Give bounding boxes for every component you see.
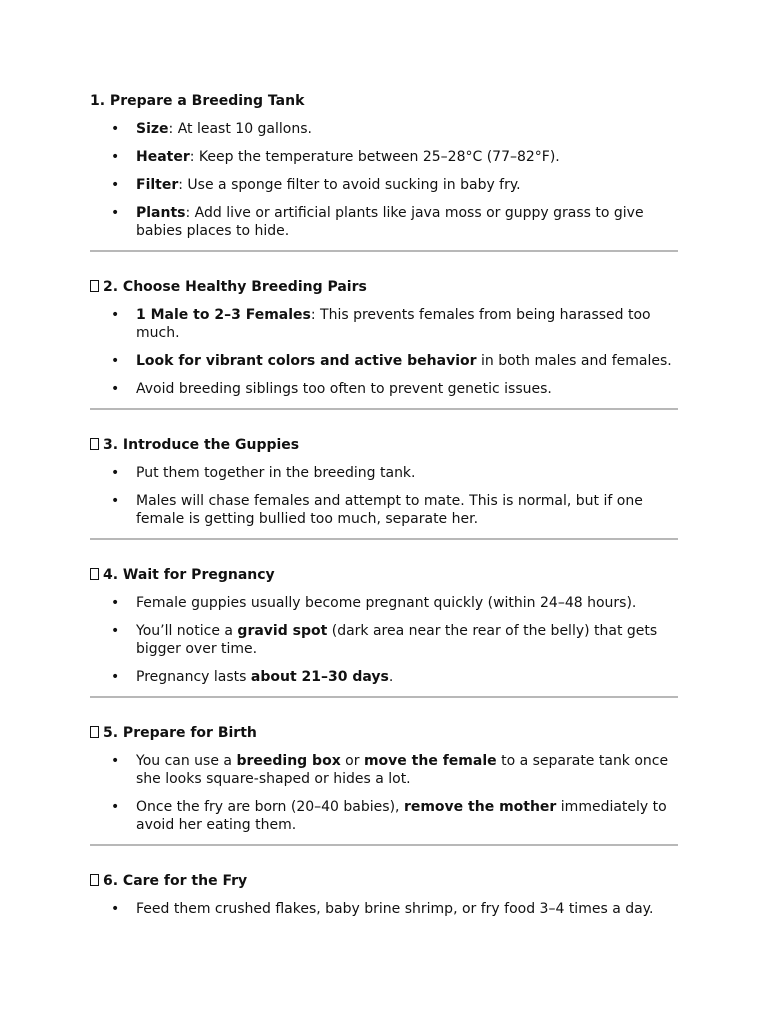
section-heading bbox=[90, 92, 678, 110]
text: : Keep the temperature between 25–28°C (77–82°F). bbox=[189, 149, 560, 165]
bold-text: move the female bbox=[363, 753, 497, 769]
text: : At least 10 gallons. bbox=[168, 121, 312, 137]
bullet-list bbox=[90, 120, 678, 240]
list-item bbox=[90, 204, 678, 240]
section-heading bbox=[90, 872, 678, 890]
text: Males will chase females and attempt to mate. This is normal, but if one female is getting bullied too much, separate her. bbox=[136, 493, 643, 527]
section-1 bbox=[90, 92, 678, 240]
bold-text: gravid spot bbox=[237, 623, 328, 639]
list-item bbox=[90, 668, 678, 686]
section-divider bbox=[90, 538, 678, 540]
text: Put them together in the breeding tank. bbox=[136, 465, 416, 481]
text: (dark area near the rear of the belly) that gets bigger over time. bbox=[136, 623, 658, 657]
bullet-list bbox=[90, 900, 678, 918]
section-divider bbox=[90, 696, 678, 698]
bold-text: Heater bbox=[136, 149, 190, 165]
section-heading bbox=[90, 566, 678, 584]
section-heading-text: 1. Prepare a Breeding Tank bbox=[90, 93, 305, 109]
section-heading-text: 2. Choose Healthy Breeding Pairs bbox=[103, 279, 367, 295]
section-heading-text: 4. Wait for Pregnancy bbox=[103, 567, 275, 583]
missing-glyph-icon bbox=[90, 568, 99, 580]
section-heading bbox=[90, 278, 678, 296]
bullet-icon: • bbox=[111, 205, 120, 221]
section-heading bbox=[90, 436, 678, 454]
list-item bbox=[90, 492, 678, 528]
bold-text: remove the mother bbox=[403, 799, 557, 815]
bold-text: Look for vibrant colors and active behavior bbox=[136, 353, 477, 369]
list-item bbox=[90, 752, 678, 788]
bullet-list bbox=[90, 464, 678, 528]
section-divider bbox=[90, 250, 678, 252]
list-item bbox=[90, 900, 678, 918]
bullet-icon: • bbox=[111, 799, 120, 815]
section-5 bbox=[90, 724, 678, 834]
text: or bbox=[340, 753, 364, 769]
text: You’ll notice a bbox=[136, 623, 238, 639]
list-item bbox=[90, 306, 678, 342]
text: . bbox=[388, 669, 394, 685]
bullet-icon: • bbox=[111, 465, 120, 481]
bullet-icon: • bbox=[111, 149, 120, 165]
section-heading bbox=[90, 724, 678, 742]
bold-text: 1 Male to 2–3 Females bbox=[136, 307, 311, 323]
text: : This prevents females from being harassed too much. bbox=[136, 307, 651, 341]
bullet-icon: • bbox=[111, 595, 120, 611]
bullet-icon: • bbox=[111, 121, 120, 137]
bullet-icon: • bbox=[111, 753, 120, 769]
text: Avoid breeding siblings too often to prevent genetic issues. bbox=[136, 381, 552, 397]
list-item bbox=[90, 148, 678, 166]
missing-glyph-icon bbox=[90, 438, 99, 450]
text: : Use a sponge filter to avoid sucking in baby fry. bbox=[178, 177, 521, 193]
section-2 bbox=[90, 278, 678, 398]
text: You can use a bbox=[136, 753, 237, 769]
bold-text: about 21–30 days bbox=[250, 669, 389, 685]
section-divider bbox=[90, 408, 678, 410]
list-item bbox=[90, 798, 678, 834]
text: Feed them crushed flakes, baby brine shrimp, or fry food 3–4 times a day. bbox=[136, 901, 654, 917]
bullet-icon: • bbox=[111, 353, 120, 369]
bullet-icon: • bbox=[111, 669, 120, 685]
text: to a separate tank once she looks square-shaped or hides a lot. bbox=[136, 753, 669, 787]
list-item bbox=[90, 622, 678, 658]
section-divider bbox=[90, 844, 678, 846]
bullet-list bbox=[90, 752, 678, 834]
bullet-icon: • bbox=[111, 177, 120, 193]
bullet-icon: • bbox=[111, 493, 120, 509]
document-body bbox=[90, 92, 678, 918]
text: in both males and females. bbox=[476, 353, 672, 369]
section-heading-text: 5. Prepare for Birth bbox=[103, 725, 257, 741]
text: : Add live or artificial plants like java moss or guppy grass to give babies places to hide. bbox=[136, 205, 644, 239]
missing-glyph-icon bbox=[90, 280, 99, 292]
section-4 bbox=[90, 566, 678, 686]
bullet-list bbox=[90, 594, 678, 686]
bold-text: Filter bbox=[136, 177, 179, 193]
section-heading-text: 6. Care for the Fry bbox=[103, 873, 248, 889]
section-heading-text: 3. Introduce the Guppies bbox=[103, 437, 300, 453]
list-item bbox=[90, 464, 678, 482]
text: immediately to avoid her eating them. bbox=[136, 799, 667, 833]
bold-text: breeding box bbox=[236, 753, 341, 769]
bullet-list bbox=[90, 306, 678, 398]
text: Once the fry are born (20–40 babies), bbox=[136, 799, 404, 815]
bullet-icon: • bbox=[111, 623, 120, 639]
list-item bbox=[90, 176, 678, 194]
missing-glyph-icon bbox=[90, 726, 99, 738]
list-item bbox=[90, 380, 678, 398]
text: Pregnancy lasts bbox=[136, 669, 251, 685]
bullet-icon: • bbox=[111, 901, 120, 917]
section-6 bbox=[90, 872, 678, 918]
text: Female guppies usually become pregnant quickly (within 24–48 hours). bbox=[136, 595, 637, 611]
bold-text: Plants bbox=[136, 205, 186, 221]
list-item bbox=[90, 120, 678, 138]
bullet-icon: • bbox=[111, 381, 120, 397]
list-item bbox=[90, 352, 678, 370]
bold-text: Size bbox=[136, 121, 169, 137]
missing-glyph-icon bbox=[90, 874, 99, 886]
list-item bbox=[90, 594, 678, 612]
section-3 bbox=[90, 436, 678, 528]
bullet-icon: • bbox=[111, 307, 120, 323]
